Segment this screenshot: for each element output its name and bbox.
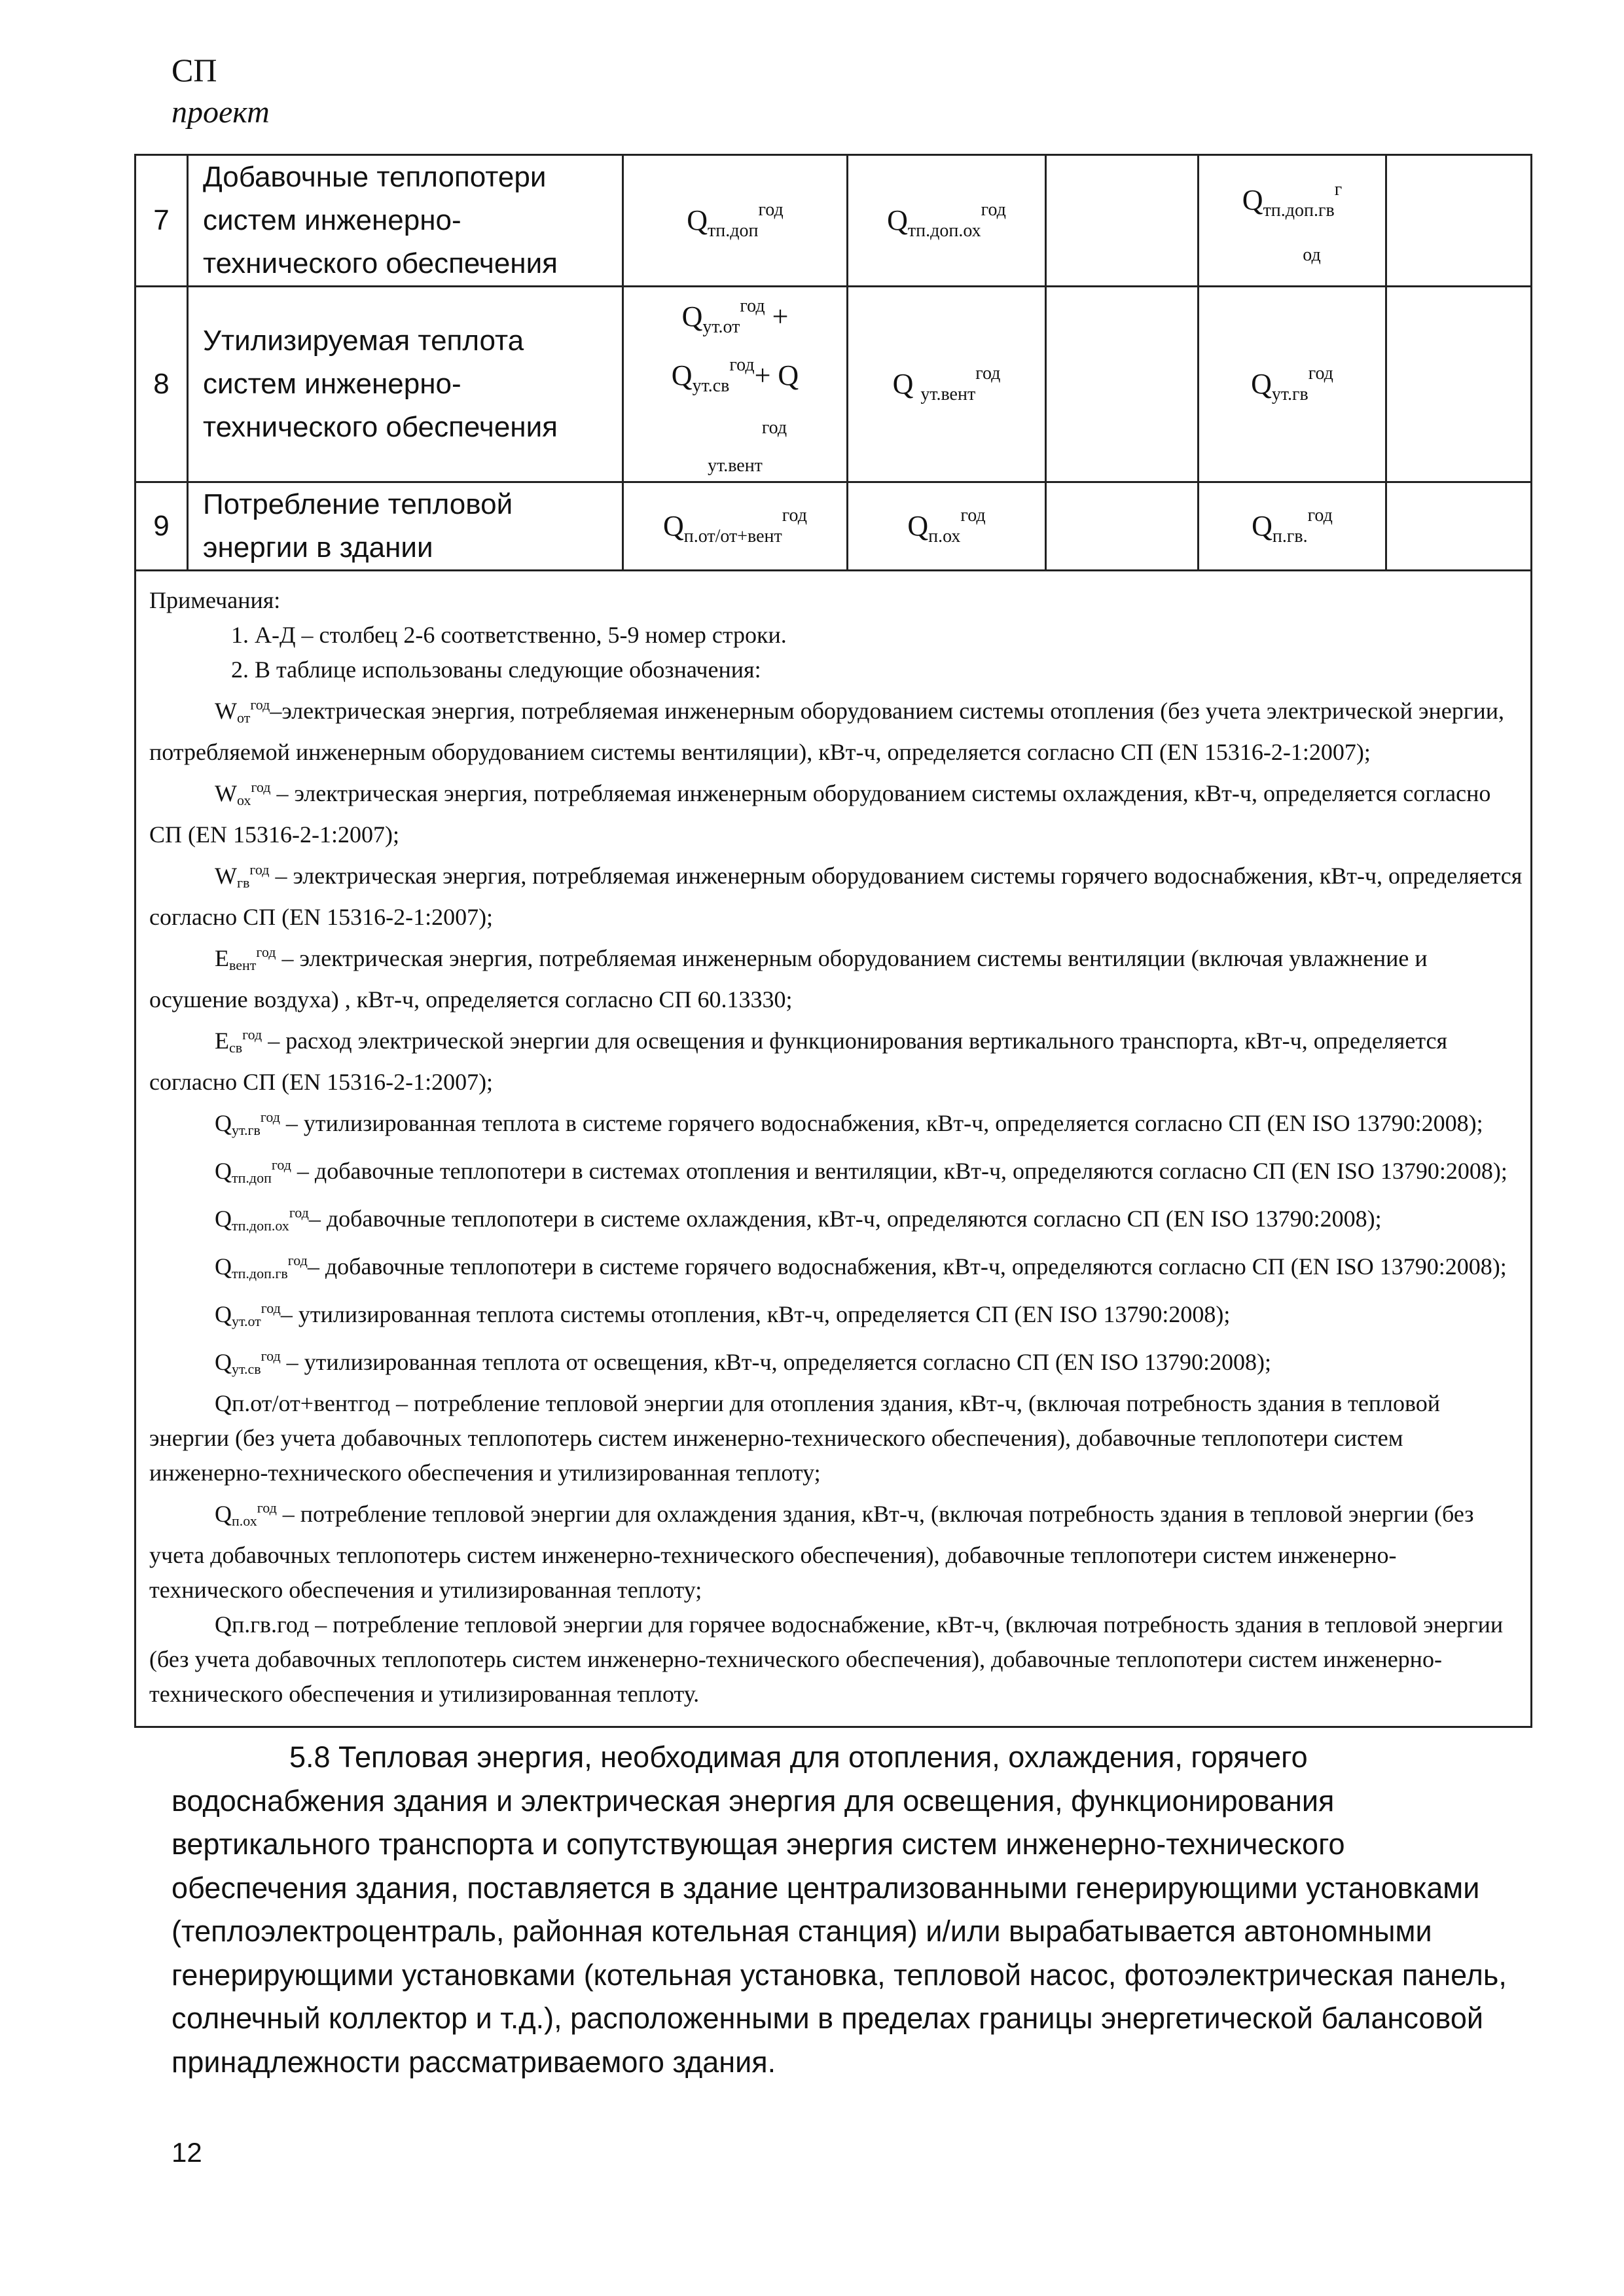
formula-cell: $Q_{ут.от}^{год}$ + $Q_{ут.св}^{год}+ Q$ год ут.вент — [623, 287, 848, 482]
formula-cell: $Q_{ут.гв}^{год}$ — [1199, 287, 1386, 482]
definition-item: Qп.от/от+вентгод – потребление тепловой энергии для отопления здания, кВт-ч, (включая потребность здания в тепловой энергии (без учета добавочных теплопотерь систем инженерно-технического обеспечения), добавочные теплопотери систем инженерно-технического обеспечения и утилизированная теплоту; — [149, 1390, 1441, 1486]
heat-balance-table — [134, 154, 1532, 1728]
row-number: 8 — [135, 287, 188, 482]
empty-cell — [1046, 287, 1199, 482]
formula-cell: $Q_{тп.доп.ох}^{год}$ — [848, 155, 1046, 287]
notes-title: Примечания: — [149, 587, 281, 613]
page-number: 12 — [171, 2137, 202, 2168]
empty-cell — [1046, 155, 1199, 287]
formula-cell: $Q_{п.от/от+вент}^{год}$ — [623, 482, 848, 571]
empty-cell — [1386, 482, 1532, 571]
notes-cell — [135, 571, 1532, 1727]
note-1: 1. А-Д – столбец 2-6 соответственно, 5-9 номер строки. — [231, 622, 787, 648]
row-number: 9 — [135, 482, 188, 571]
definition-item: $Q_{тп.доп.гв}^{год}-$ добавочные теплопотери в системе горячего водоснабжения, кВт-ч, определяются согласно СП (EN ISO 13790:2008); — [215, 1252, 1507, 1282]
formula-cell: $Q_{п.гв.}^{год}$ — [1199, 482, 1386, 571]
note-2: 2. В таблице использованы следующие обозначения: — [231, 656, 761, 683]
doc-code: СП — [171, 52, 217, 88]
definition-item: $Q_{ут.гв}^{год}$ – утилизированная теплота в системе горячего водоснабжения, кВт-ч, определяется согласно СП (EN ISO 13790:2008); — [215, 1109, 1483, 1138]
formula-cell: Q $_{ут.вент}^{год}$ — [848, 287, 1046, 482]
definition-item: $W_{гв}^{год}$ – электрическая энергия, потребляемая инженерным оборудованием системы горячего водоснабжения, кВт-ч, определяется согласно СП (EN 15316-2-1:2007); — [149, 861, 1523, 930]
formula-cell: $Q_{п.ох}^{год}$ — [848, 482, 1046, 571]
definition-item: $W_{ох}^{год}$ – электрическая энергия, потребляемая инженерным оборудованием системы охлаждения, кВт-ч, определяется согласно СП (EN 15316-2-1:2007); — [149, 779, 1491, 848]
definition-item: $Q_{п.ох}^{год}$ – потребление тепловой энергии для охлаждения здания, кВт-ч, (включая потребность здания в тепловой энергии (без учета добавочных теплопотерь систем инженерно-технического обеспечения), добавочные теплопотери систем инженерно-технического обеспечения и утилизированная теплоту; — [149, 1499, 1474, 1603]
notes-row — [135, 571, 1532, 1727]
empty-cell — [1386, 287, 1532, 482]
row-name: Утилизируемая теплота систем инженерно-технического обеспечения — [188, 287, 623, 482]
definition-item: $W_{от}^{год}$–электрическая энергия, потребляемая инженерным оборудованием системы отопления (без учета электрической энергии, потребляемой инженерным оборудованием системы вентиляции), кВт-ч, определяется согласно СП (EN 15316-2-1:2007); — [149, 696, 1505, 765]
formula-cell: $Q_{тп.доп.гв}^г$ од — [1199, 155, 1386, 287]
row-name: Добавочные теплопотери систем инженерно-технического обеспечения — [188, 155, 623, 287]
empty-cell — [1046, 482, 1199, 571]
definitions-list — [149, 687, 1524, 1712]
empty-cell — [1386, 155, 1532, 287]
paragraph-text: 5.8 Тепловая энергия, необходимая для отопления, охлаждения, горячего водоснабжения здания и электрическая энергия для освещения, функционирования вертикального транспорта и сопутствующая энергия систем инженерно-технического обеспечения здания, поставляется в здание централизованными генерирующими установками (теплоэлектроцентраль, районная котельная станция) и/или вырабатывается автономными генерирующими установками (котельная установка, тепловой насос, фотоэлектрическая панель, солнечный коллектор и т.д.), расположенными в пределах границы энергетической балансовой принадлежности рассматриваемого здания. — [171, 1740, 1507, 2079]
table-row — [135, 155, 1532, 287]
definition-item: $E_{вент}^{год}$ – электрическая энергия, потребляемая инженерным оборудованием системы вентиляции (включая увлажнение и осушение воздуха) , кВт-ч, определяется согласно СП 60.13330; — [149, 944, 1428, 1013]
row-number: 7 — [135, 155, 188, 287]
definition-item: $Q_{ут.от}^{год}-$ утилизированная теплота системы отопления, кВт-ч, определяется СП (EN ISO 13790:2008); — [215, 1300, 1231, 1329]
table-row — [135, 482, 1532, 571]
definition-item: $E_{св}^{год}$ – расход электрической энергии для освещения и функционирования вертикального транспорта, кВт-ч, определяется согласно СП (EN 15316-2-1:2007); — [149, 1026, 1448, 1095]
definition-item: $Q_{тп.доп}^{год}$ – добавочные теплопотери в системах отопления и вентиляции, кВт-ч, определяются согласно СП (EN ISO 13790:2008); — [215, 1157, 1507, 1186]
definition-item: $Q_{тп.доп.ох}^{год}-$ добавочные теплопотери в системе охлаждения, кВт-ч, определяются согласно СП (EN ISO 13790:2008); — [215, 1204, 1382, 1234]
formula-cell: $Q_{тп.доп}^{год}$ — [623, 155, 848, 287]
row-name: Потребление тепловой энергии в здании — [188, 482, 623, 571]
table-row — [135, 287, 1532, 482]
definition-item: Qп.гв.год – потребление тепловой энергии для горячее водоснабжение, кВт-ч, (включая потребность здания в тепловой энергии (без учета добавочных теплопотерь систем инженерно-технического обеспечения), добавочные теплопотери систем инженерно-технического обеспечения и утилизированная теплоту. — [149, 1611, 1504, 1707]
doc-status: проект — [171, 95, 270, 130]
definition-item: $Q_{ут.св}^{год}$ – утилизированная теплота от освещения, кВт-ч, определяется согласно СП (EN ISO 13790:2008); — [215, 1348, 1271, 1377]
section-5-8-paragraph — [171, 1736, 1520, 2084]
